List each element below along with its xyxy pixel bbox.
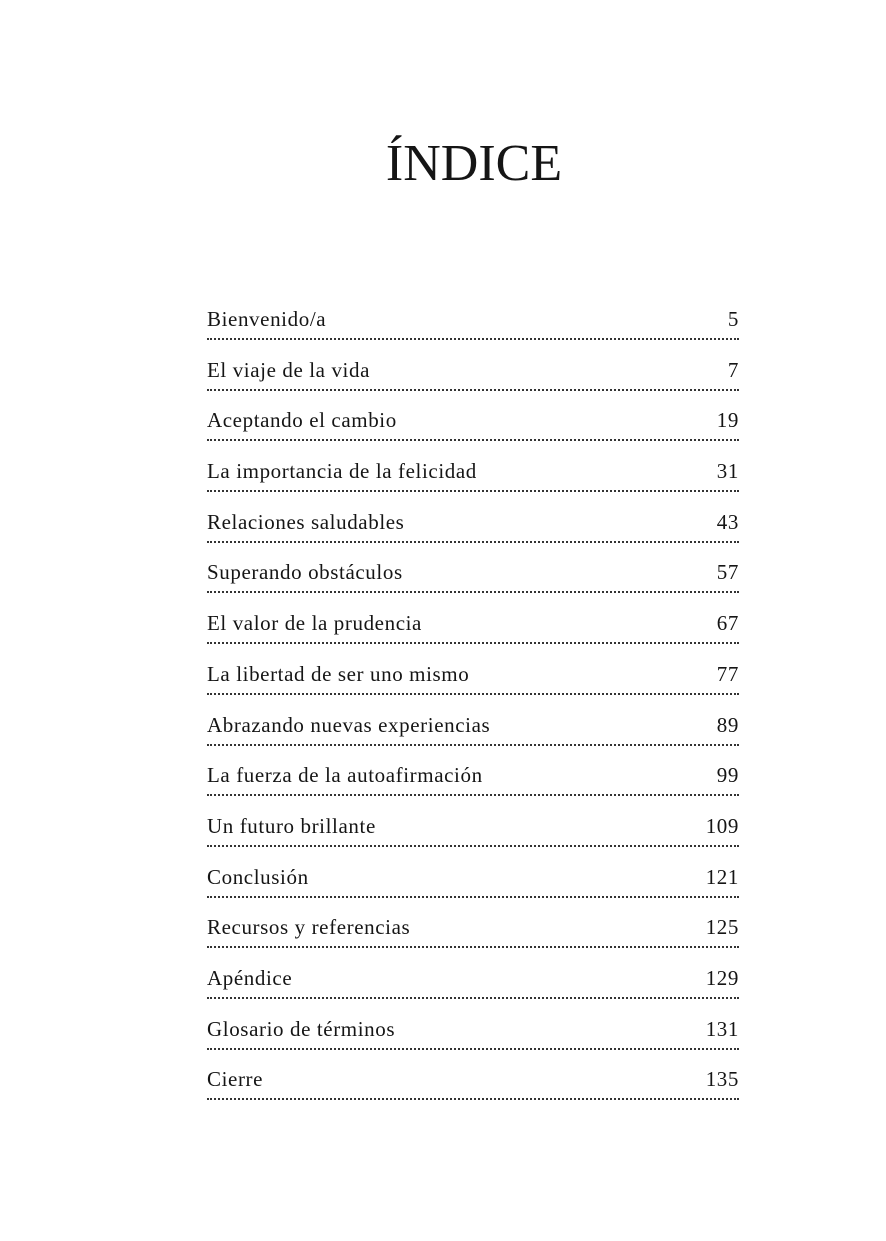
toc-entry[interactable] [207,553,739,604]
dotted-leader [207,591,739,593]
table-of-contents [207,300,739,1111]
dotted-leader [207,744,739,746]
toc-entry-title: Relaciones saludables [207,509,405,534]
dotted-leader [207,1048,739,1050]
toc-entry[interactable] [207,604,739,655]
toc-entry[interactable] [207,908,739,959]
dotted-leader [207,439,739,441]
dotted-leader [207,946,739,948]
toc-entry-page-number: 135 [705,1067,739,1092]
toc-entry[interactable] [207,1060,739,1111]
toc-entry-title: Conclusión [207,864,309,889]
page-title: ÍNDICE [385,135,563,192]
toc-entry-title: El viaje de la vida [207,357,371,382]
dotted-leader [207,389,739,391]
dotted-leader [207,845,739,847]
dotted-leader [207,642,739,644]
toc-entry[interactable] [207,503,739,554]
toc-entry[interactable] [207,300,739,351]
toc-entry-page-number: 99 [716,763,739,788]
dotted-leader [207,693,739,695]
toc-entry-title: Un futuro brillante [207,813,376,838]
toc-entry-title: Apéndice [207,965,293,990]
toc-entry[interactable] [207,401,739,452]
dotted-leader [207,490,739,492]
toc-entry-title: La libertad de ser uno mismo [207,661,470,686]
toc-entry-page-number: 5 [727,307,739,331]
toc-entry-page-number: 43 [716,509,739,534]
toc-entry-title: La fuerza de la autoafirmación [207,763,483,788]
toc-entry-title: La importancia de la felicidad [207,459,477,484]
toc-entry-title: Cierre [207,1067,264,1092]
toc-entry[interactable] [207,655,739,706]
toc-entry[interactable] [207,807,739,858]
toc-entry-page-number: 57 [716,560,739,585]
dotted-leader [207,997,739,999]
toc-entry[interactable] [207,706,739,757]
toc-entry-page-number: 121 [705,864,739,889]
toc-entry-title: Superando obstáculos [207,560,403,585]
toc-entry[interactable] [207,1010,739,1061]
toc-entry[interactable] [207,452,739,503]
toc-entry-title: Recursos y referencias [207,915,411,940]
toc-entry-page-number: 89 [716,712,739,737]
dotted-leader [207,541,739,543]
dotted-leader [207,794,739,796]
dotted-leader [207,1098,739,1100]
toc-entry-page-number: 7 [727,357,739,382]
toc-entry[interactable] [207,756,739,807]
toc-entry-title: Abrazando nuevas experiencias [207,712,491,737]
toc-entry-page-number: 109 [705,813,739,838]
toc-entry-page-number: 31 [716,459,739,484]
toc-entry-title: Bienvenido/a [207,307,327,331]
toc-entry-title: El valor de la prudencia [207,611,422,636]
toc-entry-page-number: 129 [705,965,739,990]
toc-entry-page-number: 19 [716,408,739,433]
dotted-leader [207,338,739,340]
toc-entry-title: Glosario de términos [207,1016,396,1041]
toc-entry-title: Aceptando el cambio [207,408,397,433]
toc-entry[interactable] [207,858,739,909]
toc-entry-page-number: 131 [705,1016,739,1041]
toc-entry-page-number: 77 [716,661,739,686]
toc-entry-page-number: 125 [705,915,739,940]
toc-entry[interactable] [207,351,739,402]
toc-entry-page-number: 67 [716,611,739,636]
dotted-leader [207,896,739,898]
toc-entry[interactable] [207,959,739,1010]
